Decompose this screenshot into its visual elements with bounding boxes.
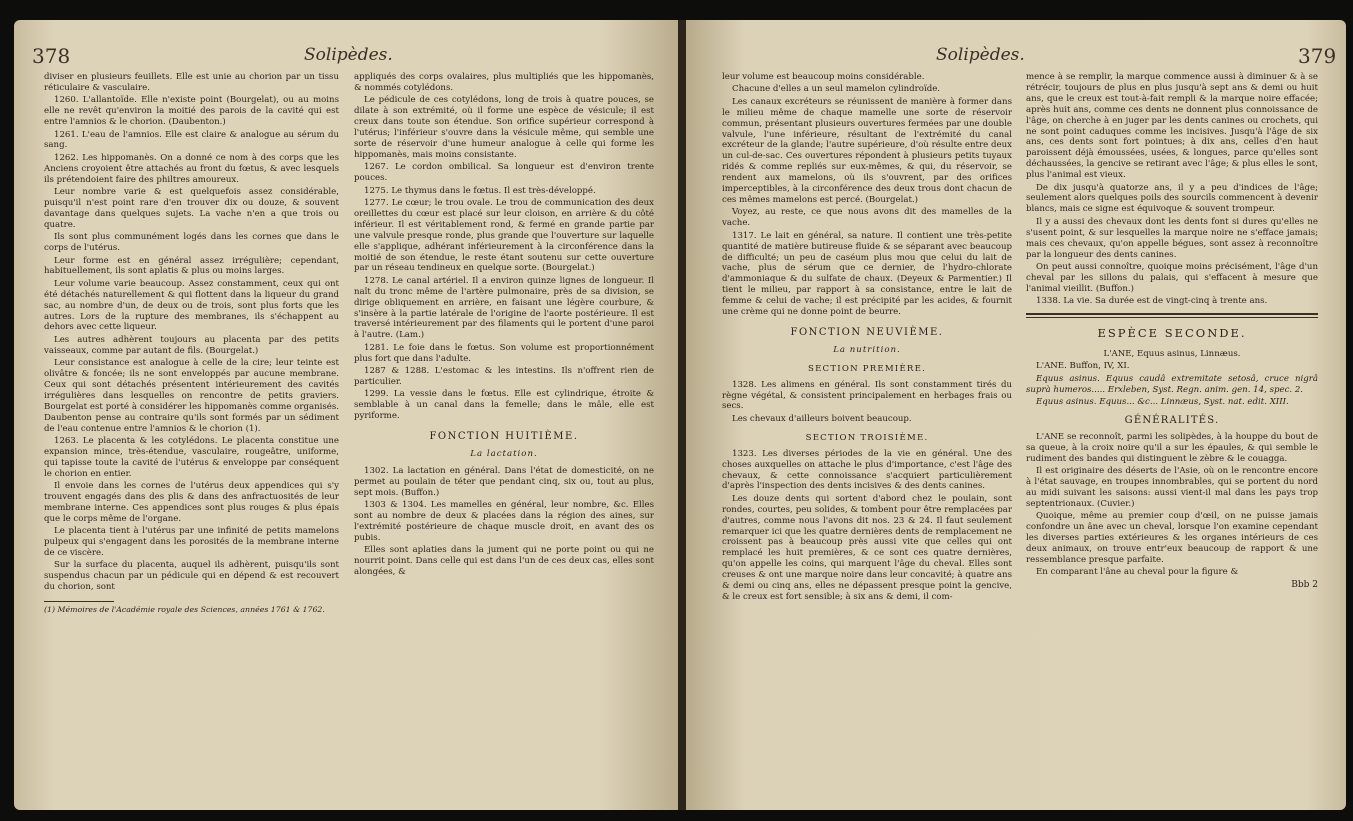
paragraph: Le placenta tient à l'utérus par une infinité de petits mamelons pulpeux qui s'engagent dans les porosités de la membrane interne de ce viscère.: [44, 526, 339, 559]
paragraph: Equus asinus. Equus caudâ extremitate setosâ, cruce nigrâ suprà humeros..... Erxleben, Syst. Regn. anim. gen. 14, spec. 2.: [1026, 373, 1318, 395]
paragraph: De dix jusqu'à quatorze ans, il y a peu d'indices de l'âge; seulement alors quelques poils des sourcils commencent à devenir blancs, mais ce signe est équivoque & souvent trompeur.: [1026, 182, 1318, 215]
paragraph: 1281. Le foie dans le fœtus. Son volume est proportionnément plus fort que dans l'adulte.: [354, 342, 654, 364]
paragraph: 1317. Le lait en général, sa nature. Il contient une très-petite quantité de matière butireuse fluide & se séparant avec beaucoup de difficulté; un peu de caséum plus mou que celui du lait de vache, plus de sérum que ce dernier, de l'hydro-chlorate d'ammoniaque & du sulfate de chaux. (Deyeux & Parmentier.) Il tient le milieu, par rapport à sa consistance, entre le lait de femme & celui de vache; il est précipité par les acides, & fournit une crème qui ne donne point de beurre.: [722, 230, 1012, 318]
section-subheading: La nutrition.: [833, 344, 901, 355]
section-title: SECTION PREMIÈRE.: [807, 363, 927, 374]
paragraph: 1328. Les alimens en général. Ils sont constamment tirés du règne végétal, & consistent principalement en herbages frais ou secs.: [722, 379, 1012, 412]
paragraph: leur volume est beaucoup moins considérable.: [722, 72, 925, 82]
paragraph: 1262. Les hippomanès. On a donné ce nom à des corps que les Anciens croyoient être attachés au front du fœtus, & avec lesquels ils prétendoient faire des philtres amoureux.: [44, 152, 339, 185]
left-column-2: [354, 72, 654, 579]
paragraph: 1302. La lactation en général. Dans l'état de domesticité, on ne permet au poulain de téter que pendant cinq, six ou, tout au plus, sept mois. (Buffon.): [354, 465, 654, 498]
paragraph: 1277. Le cœur; le trou ovale. Le trou de communication des deux oreillettes du cœur est placé sur leur cloison, en arrière & du côté inférieur. Il est véritablement rond, & fermé en grande partie par une valvule presque ronde, plus grande que l'ouverture sur laquelle elle s'applique, adhérant inférieurement à la circonférence dans la moitié de son étendue, le reste étant soutenu sur cette ouverture par un réseau tendineux en quelque sorte. (Bourgelat.): [354, 197, 654, 274]
section-heading: FONCTION NEUVIÈME.: [790, 326, 944, 338]
paragraph: Voyez, au reste, ce que nous avons dit des mamelles de la vache.: [722, 207, 1012, 229]
paragraph: Leur volume varie beaucoup. Assez constamment, ceux qui ont été détachés naturellement & qui flottent dans la liqueur du grand sac, au nombre d'un, de deux ou de trois, sont plus forts que les autres. Lors de la rupture des membranes, ils s'échappent au dehors avec cette liqueur.: [44, 278, 339, 333]
paragraph: Leur nombre varie & est quelquefois assez considérable, puisqu'il n'est point rare d'en trouver dix ou douze, & souvent davantage dans quelques sujets. La vache n'en a que trois ou quatre.: [44, 187, 339, 230]
paragraph: 1261. L'eau de l'amnios. Elle est claire & analogue au sérum du sang.: [44, 129, 339, 151]
paragraph: 1287 & 1288. L'estomac & les intestins. Ils n'offrent rien de particulier.: [354, 366, 654, 387]
paragraph: 1275. Le thymus dans le fœtus. Il est très-développé.: [364, 185, 596, 196]
paragraph: Les douze dents qui sortent d'abord chez le poulain, sont rondes, courtes, peu solides, & tombent pour être remplacées par d'autres, comme nous l'avons dit nos. 23 & 24. Il faut seulement remarquer ici que les quatre dernières dents de remplacement ne croissent pas à beaucoup près aussi vite que celles qui ont remplacé les huit premières, & ce sont ces quatre dernières, qu'on appelle les coins, qui marquent l'âge du cheval. Elles sont creuses & ont une marque noire dans leur concavité; à quatre ans & demi ou cinq ans, elles ne dépassent presque point la gencive, & le creux est fort sensible; à six ans & demi, il com-: [722, 493, 1012, 602]
right-running-head: Solipèdes.: [936, 45, 1025, 65]
paragraph: Il y a aussi des chevaux dont les dents font si dures qu'elles ne s'usent point, & sur lesquelles la marque noire ne s'efface jamais; mais ces chevaux, qu'on appelle bégues, sont assez à reconnoître par la longueur des dents canines.: [1026, 216, 1318, 260]
left-page-number: 378: [32, 44, 71, 68]
paragraph: Leur consistance est analogue à celle de la cire; leur teinte est olivâtre & foncée; ils ne sont enveloppés par aucune membrane. Ceux qui sont détachés présentent intérieurement des cavités irrégulières dans lesquelles on rencontre de petits graviers. Bourgelat est porté à considérer les hippomanès comme organisés. Daubenton pense au contraire qu'ils sont formés par un sédiment de l'eau contenue entre l'amnios & le chorion (1).: [44, 358, 339, 434]
paragraph: Ils sont plus communément logés dans les cornes que dans le corps de l'utérus.: [44, 232, 339, 254]
paragraph: 1260. L'allantoïde. Elle n'existe point (Bourgelat), ou au moins elle ne revêt qu'environ la moitié des parois de la cavité qui est entre l'amnios & le chorion. (Daubenton.): [44, 95, 339, 128]
paragraph: L'ANE. Buffon, IV, XI.: [1036, 361, 1130, 372]
paragraph: Les canaux excréteurs se réunissent de manière à former dans le milieu même de chaque mamelle une sorte de réservoir commun, présentant plusieurs ouvertures fermées par une double valvule, l'une inférieure, résultant de l'extrémité du canal excréteur de la glande; l'autre supérieure, d'où résulte entre deux un cul-de-sac. Ces ouvertures répondent à plusieurs petits tuyaux ridés & comme repliés sur eux-mêmes, & qui, du réservoir, se rendent aux mamelons, où ils s'ouvrent, par des orifices imperceptibles, à la circonférence des deux trous dont chacun de ces mêmes mamelons est percé. (Bourgelat.): [722, 96, 1012, 205]
paragraph: 1263. Le placenta & les cotylédons. Le placenta constitue une expansion mince, très-étendue, vasculaire, rougeâtre, uniforme, qui tapisse toute la cavité de l'utérus & enveloppe par conséquent le chorion en entier.: [44, 436, 339, 479]
species-name: L'ANE, Equus asinus, Linnæus.: [1103, 348, 1241, 359]
paragraph: 1323. Les diverses périodes de la vie en général. Une des choses auxquelles on attache le plus d'importance, c'est l'âge des chevaux, & cette connoissance s'acquiert particulièrement d'après l'inspection des dents incisives & des dents canines.: [722, 448, 1012, 492]
paragraph: diviser en plusieurs feuillets. Elle est unie au chorion par un tissu réticulaire & vasculaire.: [44, 72, 339, 93]
paragraph: En comparant l'âne au cheval pour la figure &: [1036, 567, 1239, 578]
paragraph: 1303 & 1304. Les mamelles en général, leur nombre, &c. Elles sont au nombre de deux & placées dans la région des aines, sur l'extrémité postérieure de chaque muscle droit, en avant des os pubis.: [354, 500, 654, 543]
paragraph: 1278. Le canal artériel. Il a environ quinze lignes de longueur. Il naît du tronc même de l'artère pulmonaire, près de sa division, se dirige obliquement en arrière, en faisant une légère courbure, & s'insère à la partie latérale de l'origine de l'aorte postérieure. Il est traversé intérieurement par des filaments qui le portent d'une paroi à l'autre. (Lam.): [354, 275, 654, 341]
double-rule: [1026, 313, 1318, 318]
paragraph: Sur la surface du placenta, auquel ils adhèrent, puisqu'ils sont suspendus chacun par un pédicule qui en dépend & est recouvert du chorion, sont: [44, 560, 339, 593]
footnote: (1) Mémoires de l'Académie royale des Sciences, années 1761 & 1762.: [44, 605, 325, 615]
section-heading: FONCTION HUITIÈME.: [429, 431, 579, 443]
paragraph: appliqués des corps ovalaires, plus multipliés que les hippomanès, & nommés cotylédons.: [354, 72, 654, 93]
paragraph: Quoique, même au premier coup d'œil, on ne puisse jamais confondre un âne avec un cheval, lorsque l'on examine cependant les diverses parties extérieures & les organes intérieurs de ces deux animaux, on trouve entr'eux beaucoup de rapport & une ressemblance presque parfaite.: [1026, 511, 1318, 565]
paragraph: Chacune d'elles a un seul mamelon cylindroïde.: [732, 84, 941, 95]
open-book: [14, 20, 1344, 810]
footnote-rule: [44, 601, 114, 602]
paragraph: 1338. La vie. Sa durée est de vingt-cinq à trente ans.: [1036, 296, 1268, 307]
paragraph: Les autres adhèrent toujours au placenta par des petits vaisseaux, comme par autant de fils. (Bourgelat.): [44, 334, 339, 356]
paragraph: Elles sont aplaties dans la jument qui ne porte point ou qui ne nourrit point. Dans celle qui est dans l'un de ces deux cas, elles sont alongées, &: [354, 545, 654, 578]
paragraph: L'ANE se reconnoît, parmi les solipèdes, à la houppe du bout de sa queue, à la croix noire qu'il a sur les épaules, & qui semble le rudiment des bandes qui distinguent le zèbre & le couagga.: [1026, 431, 1318, 464]
paragraph: 1267. Le cordon ombilical. Sa longueur est d'environ trente pouces.: [354, 162, 654, 184]
paragraph: 1299. La vessie dans le fœtus. Elle est cylindrique, étroite & semblable à un canal dans la femelle; dans le mâle, elle est pyriforme.: [354, 389, 654, 422]
right-column-1: [722, 72, 1012, 604]
generalites-heading: GÉNÉRALITÉS.: [1124, 414, 1220, 426]
left-running-head: Solipèdes.: [304, 45, 393, 65]
paragraph: On peut aussi connoître, quoique moins précisément, l'âge d'un cheval par les sillons du palais, qui s'effacent à mesure que l'animal vieillit. (Buffon.): [1026, 261, 1318, 294]
paragraph: Les chevaux d'ailleurs boivent beaucoup.: [732, 413, 912, 424]
left-page: [14, 20, 680, 810]
section-subheading: La lactation.: [470, 449, 538, 459]
signature-mark: Bbb 2: [1291, 580, 1318, 591]
paragraph: mence à se remplir, la marque commence aussi à diminuer & à se rétrécir, toujours de plus en plus jusqu'à sept ans & demi ou huit ans, que le creux est tout-à-fait rempli & la marque noire effacée; après huit ans, comme ces dents ne donnent plus connoissance de l'âge, on cherche à en juger par les dents canines ou crochets, qui ne sont point caduques comme les incisives. Jusqu'à l'âge de six ans, ces dents sont fort pointues; à dix ans, celles d'en haut paroissent déjà émoussées, usées, & longues, parce qu'elles sont déchaussées, la gencive se retirant avec l'âge; & plus elles le sont, plus l'animal est vieux.: [1026, 72, 1318, 181]
right-page-number: 379: [1298, 44, 1337, 68]
right-page: [686, 20, 1346, 810]
paragraph: Equus asinus. Equus... &c... Linnæus, Syst. nat. edit. XIII.: [1036, 397, 1289, 408]
paragraph: Il envoie dans les cornes de l'utérus deux appendices qui s'y trouvent engagés dans des plis & dans des anfractuosités de leur membrane interne. Ces appendices sont plus rouges & plus épais que le corps même de l'organe.: [44, 481, 339, 524]
section-title: SECTION TROISIÈME.: [805, 432, 929, 443]
left-column-1: [44, 72, 339, 618]
paragraph: Leur forme est en général assez irrégulière; cependant, habituellement, ils sont aplatis & plus ou moins larges.: [44, 255, 339, 277]
species-heading: ESPÈCE SECONDE.: [1097, 326, 1247, 341]
right-column-2: [1026, 72, 1318, 591]
paragraph: Le pédicule de ces cotylédons, long de trois à quatre pouces, se dilate à son extrémité, où il forme une espèce de vésicule; il est creux dans toute son étendue. Son orifice supérieur correspond à l'utérus; l'inférieur s'ouvre dans la vésicule même, qui semble une sorte de réservoir d'une humeur analogue à celle qui forme les hippomanès, mais moins consistante.: [354, 95, 654, 160]
paragraph: Il est originaire des déserts de l'Asie, où on le rencontre encore à l'état sauvage, en troupes innombrables, qui se portent du nord au midi suivant les saisons: aussi vient-il mal dans les pays trop septentrionaux. (Cuvier.): [1026, 466, 1318, 509]
